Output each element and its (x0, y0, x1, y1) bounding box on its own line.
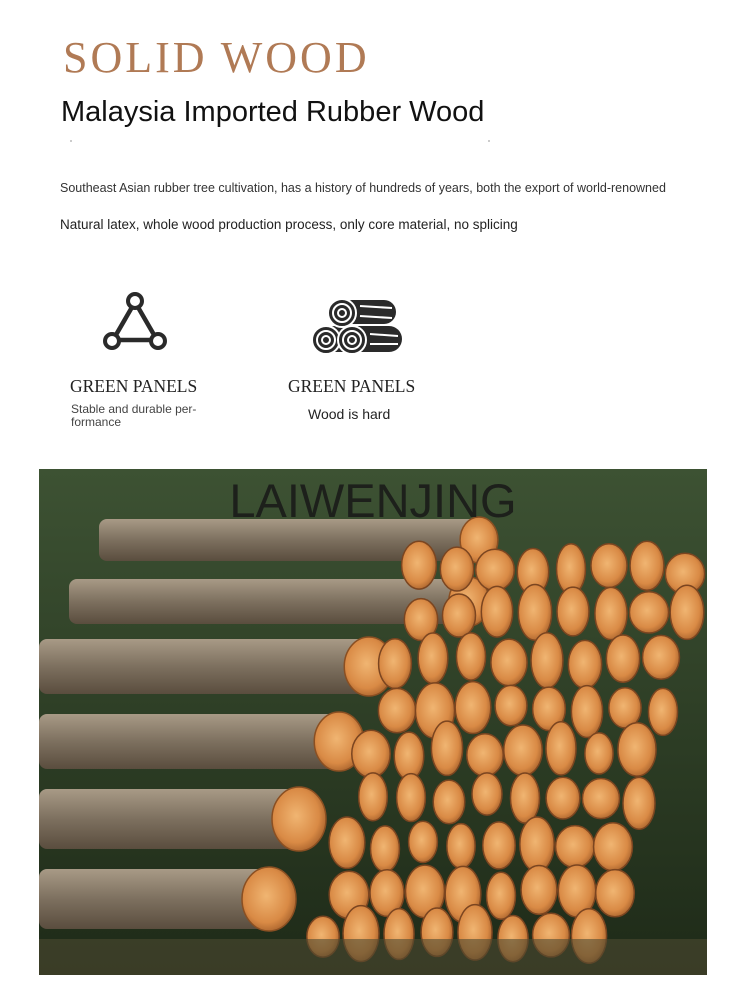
feature-description: Stable and durable per-formance (71, 402, 197, 429)
product-subtitle: Malaysia Imported Rubber Wood (61, 96, 485, 128)
feature-label: GREEN PANELS (70, 376, 198, 396)
log-pile-illustration (39, 469, 707, 975)
intro-paragraph-2: Natural latex, whole wood production process, only core material, no splicing (60, 217, 518, 232)
divider (70, 140, 490, 141)
triangle-nodes-icon (100, 290, 170, 354)
log-pile-icon (310, 296, 404, 360)
feature-description: Wood is hard (308, 406, 391, 422)
brand-watermark: LAIWENJING (229, 474, 517, 527)
wood-logs-photo (39, 469, 707, 975)
feature-label: GREEN PANELS (288, 376, 416, 396)
section-title: SOLID WOOD (63, 33, 370, 82)
intro-paragraph-1: Southeast Asian rubber tree cultivation, has a history of hundreds of years, both the export of world-renowned (60, 181, 666, 195)
